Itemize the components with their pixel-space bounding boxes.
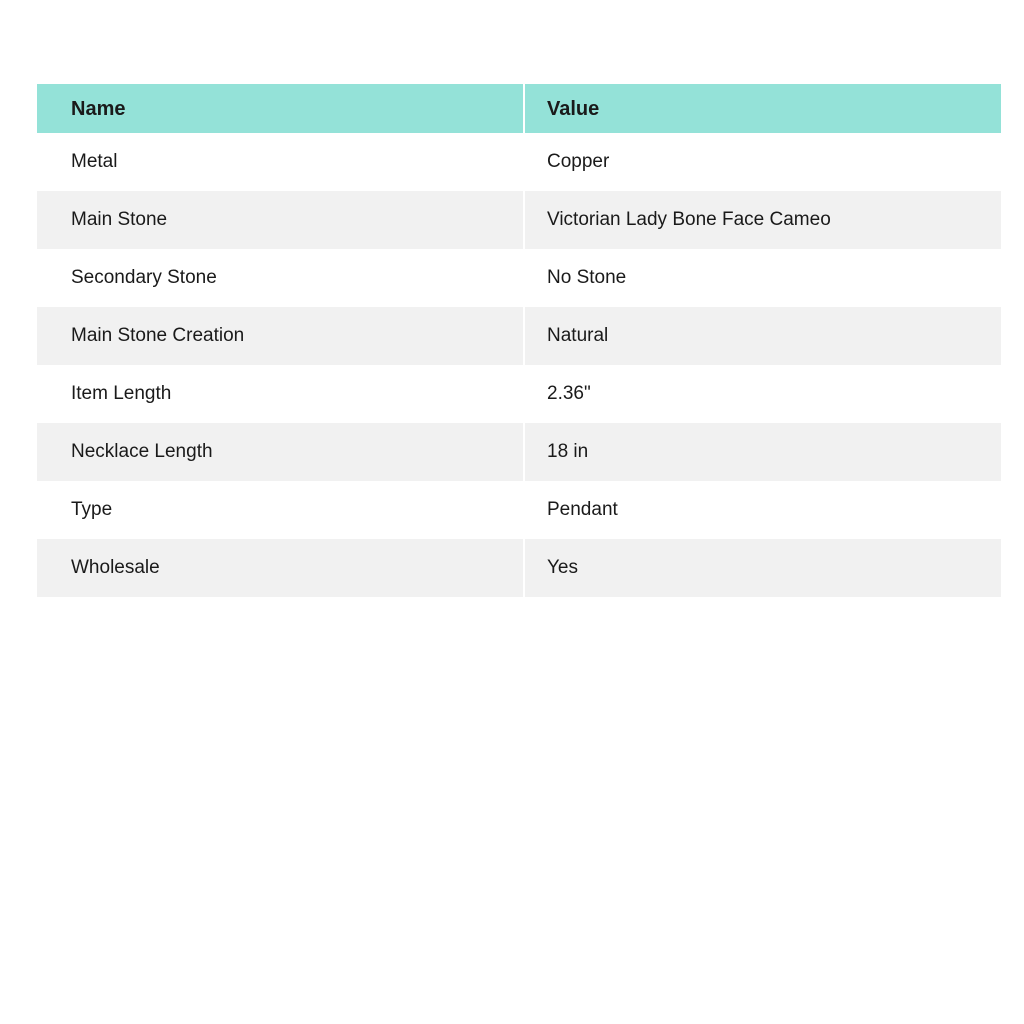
row-name: Secondary Stone [71, 266, 217, 288]
row-name: Main Stone Creation [71, 324, 245, 346]
row-value: Victorian Lady Bone Face Cameo [523, 191, 1001, 249]
row-value: Natural [523, 307, 1001, 365]
table-row [37, 539, 1001, 597]
row-name: Necklace Length [71, 440, 213, 462]
row-name: Type [71, 498, 113, 520]
table-header-row [37, 84, 1001, 133]
row-name: Main Stone [71, 208, 168, 230]
row-name: Item Length [71, 382, 172, 404]
row-value: Copper [523, 133, 1001, 191]
row-value: Yes [523, 539, 1001, 597]
table-row [37, 365, 1001, 423]
table-row [37, 191, 1001, 249]
table-row [37, 133, 1001, 191]
row-value: Pendant [523, 481, 1001, 539]
table-row [37, 249, 1001, 307]
column-header-name: Name [71, 97, 126, 120]
table-row [37, 307, 1001, 365]
column-header-value: Value [523, 84, 1001, 133]
row-name: Wholesale [71, 556, 160, 578]
row-value: No Stone [523, 249, 1001, 307]
row-name: Metal [71, 150, 118, 172]
product-specs-table [37, 84, 1001, 597]
table-row [37, 481, 1001, 539]
row-value: 18 in [523, 423, 1001, 481]
table-row [37, 423, 1001, 481]
row-value: 2.36" [523, 365, 1001, 423]
